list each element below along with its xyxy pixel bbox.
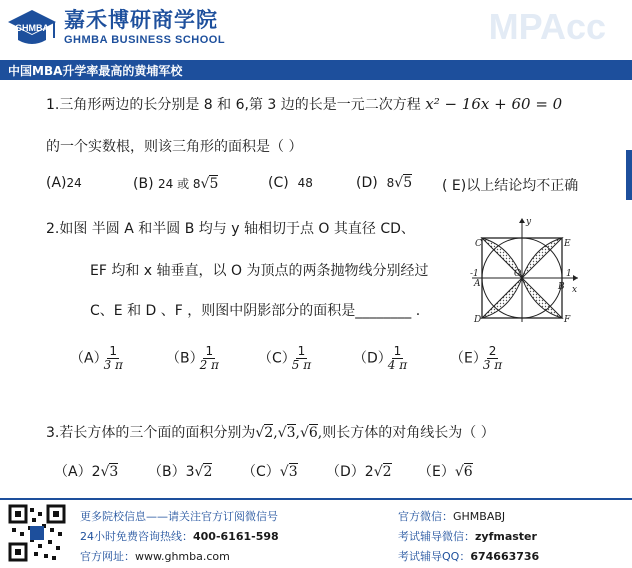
slogan-text: 中国MBA升学率最高的黄埔军校 xyxy=(8,64,183,78)
fig-label-a: A xyxy=(474,279,481,289)
footer-more-info: 更多院校信息——请关注官方订阅微信号 xyxy=(80,510,278,523)
q2-figure xyxy=(466,212,584,324)
school-name-en: GHMBA BUSINESS SCHOOL xyxy=(64,34,226,46)
fig-label-d: D xyxy=(474,315,482,324)
q3-option-b: （B）3√2 xyxy=(148,464,213,480)
school-name-cn: 嘉禾博研商学院 xyxy=(64,8,218,32)
fig-label-c: C xyxy=(475,239,482,249)
q3-line: 3.若长方体的三个面的面积分别为√2,√3,√6,则长方体的对角线长为（ ） xyxy=(46,425,495,441)
watermark-title: MPAcc xyxy=(488,6,606,47)
footer-hotline: 24小时免费咨询热线：400-6161-598 xyxy=(80,530,279,543)
fig-label-y: y xyxy=(526,217,532,227)
q2-option-c: （C） $\frac{1}{5 \pi}$ xyxy=(258,344,312,372)
q3-option-c: （C）√3 xyxy=(242,464,298,480)
side-accent-bar xyxy=(626,150,632,200)
q1-option-a: (A)24 xyxy=(46,175,82,191)
fig-label-b: B xyxy=(558,282,565,292)
q1-equation: x² − 16x + 60 = 0 xyxy=(425,95,563,113)
q3-option-e: （E）√6 xyxy=(418,464,473,480)
q1-option-b: (B) 24 或 8√5 xyxy=(133,176,219,192)
slogan-banner xyxy=(0,60,632,80)
q3-option-d: （D）2√2 xyxy=(326,464,392,480)
q2-option-b: （B） $\frac{1}{2 \pi}$ xyxy=(166,344,219,372)
q1-line2: 的一个实数根，则该三角形的面积是（ ） xyxy=(46,139,303,155)
q1-line1: 1.三角形两边的长分别是 8 和 6,第 3 边的长是一元二次方程 x² − 16x + 60 = 0 xyxy=(46,95,563,113)
fig-label-1: 1 xyxy=(566,269,572,279)
footer-tutor-qq: 考试辅导QQ：674663736 xyxy=(398,550,540,563)
fig-label-x: x xyxy=(572,285,578,295)
fig-label-neg1: -1 xyxy=(470,269,479,279)
fig-label-e: E xyxy=(564,239,571,249)
qr-code-icon xyxy=(8,504,66,562)
q2-option-e: （E） $\frac{2}{3 \pi}$ xyxy=(450,344,503,372)
footer-divider xyxy=(0,498,632,500)
q2-line3: C、E 和 D 、F ，则图中阴影部分的面积是________ . xyxy=(90,303,421,319)
q3-option-a: （A）2√3 xyxy=(54,464,119,480)
q1-option-e: ( E)以上结论均不正确 xyxy=(442,178,579,194)
q1-option-d: (D) 8√5 xyxy=(356,175,413,191)
fig-label-f: F xyxy=(564,315,571,324)
logo-text: GHMBA xyxy=(15,23,49,33)
footer-tutor-wechat: 考试辅导微信：zyfmaster xyxy=(398,530,537,543)
fig-label-o: O xyxy=(514,269,522,279)
q2-option-d: （D） $\frac{1}{4 \pi}$ xyxy=(353,344,408,372)
footer-website: 官方网址：www.ghmba.com xyxy=(80,550,230,563)
q2-option-a: （A） $\frac{1}{3 \pi}$ xyxy=(70,344,123,372)
q2-line1: 2.如图 半圆 A 和半圆 B 均与 y 轴相切于点 O 其直径 CD、 xyxy=(46,221,415,237)
q2-line2: EF 均和 x 轴垂直，以 O 为顶点的两条抛物线分别经过 xyxy=(90,263,429,279)
q1-option-c: (C) 48 xyxy=(268,175,313,191)
graduation-cap-logo-icon xyxy=(4,4,60,54)
page-header xyxy=(0,0,632,60)
footer-wechat: 官方微信：GHMBABJ xyxy=(398,510,506,523)
